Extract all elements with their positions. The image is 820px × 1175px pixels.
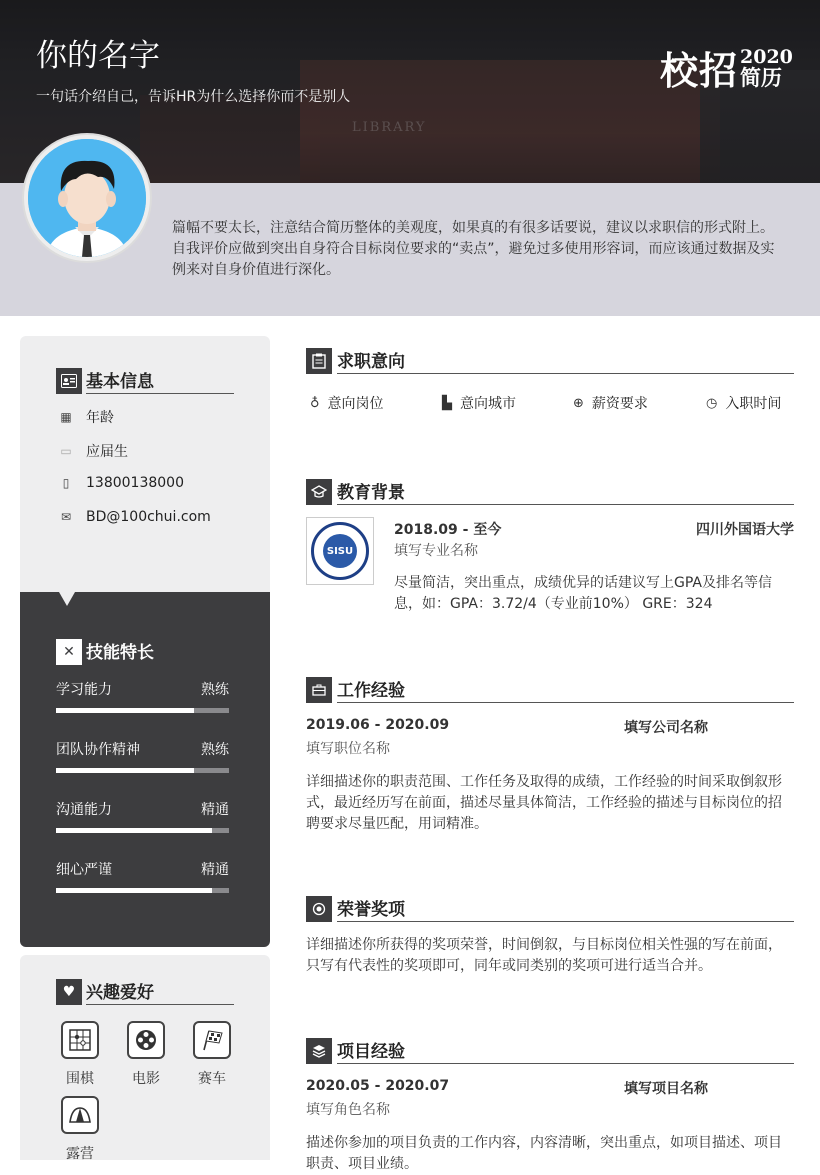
section-title: 项目经验 (337, 1044, 794, 1064)
clipboard-icon (306, 348, 332, 374)
section-title: 兴趣爱好 (86, 985, 234, 1005)
skill-bar (56, 888, 229, 893)
hobby-racing: 赛车 (193, 1021, 231, 1088)
tent-icon (61, 1096, 99, 1134)
briefcase-icon: ▭ (60, 444, 72, 458)
tools-icon: ✕ (56, 639, 82, 665)
racing-flag-icon (193, 1021, 231, 1059)
graduation-cap-icon (306, 479, 332, 505)
hobby-film: 电影 (127, 1021, 165, 1088)
brand-logo (660, 40, 793, 95)
section-title: 求职意向 (337, 354, 794, 374)
section-header-job-intent (306, 348, 794, 374)
phone-icon: ▯ (62, 476, 70, 490)
section-header-hobbies (56, 977, 234, 1005)
skill-bar (56, 708, 229, 713)
skill-item: 学习能力 熟练 (56, 679, 229, 713)
project-period: 2020.05 - 2020.07 (306, 1078, 450, 1094)
education-period: 2018.09 - 至今 (394, 522, 502, 538)
section-header-work (306, 677, 794, 703)
section-title: 基本信息 (86, 374, 234, 394)
building-icon: ▙ (442, 395, 452, 411)
section-header-honors (306, 896, 794, 922)
project-name: 填写项目名称 (624, 1081, 708, 1097)
film-reel-icon (127, 1021, 165, 1059)
position-name: 填写职位名称 (306, 741, 390, 757)
intent-city: ▙ 意向城市 (442, 395, 516, 412)
work-desc: 详细描述你的职责范围、工作任务及取得的成绩，工作经验的时间采取倒叙形式，最近经历写在前面，描述尽量具体简洁，工作经验的描述与目标岗位的招聘要求尽量匹配，用词精准。 (306, 774, 782, 832)
hobby-go: 围棋 (61, 1021, 99, 1088)
university-logo: SISU (306, 517, 374, 585)
avatar-person-icon (28, 139, 146, 257)
project-desc: 描述你参加的项目负责的工作内容，内容清晰，突出重点，如项目描述、项目职责、项目业绩。 (306, 1135, 782, 1172)
hobby-camping: 露营 (61, 1096, 99, 1163)
award-icon (306, 896, 332, 922)
section-title: 工作经验 (337, 683, 794, 703)
info-email[interactable]: ✉ BD@100chui.com (58, 509, 211, 525)
honors-desc: 详细描述你所获得的奖项荣誉，时间倒叙，与目标岗位相关性强的写在前面，只写有代表性的奖项即可，同年或同类别的奖项可进行适当合并。 (306, 937, 782, 974)
brand-main: 校招 (660, 48, 739, 93)
section-header-project (306, 1038, 794, 1064)
layers-icon (306, 1038, 332, 1064)
brand-sub: 简历 (740, 64, 783, 90)
info-age: ▦ 年龄 (58, 407, 114, 427)
id-card-icon (56, 368, 82, 394)
school-name: 四川外国语大学 (696, 522, 794, 538)
role-name: 填写角色名称 (306, 1102, 390, 1118)
mail-icon: ✉ (60, 510, 72, 524)
section-title: 荣誉奖项 (337, 902, 794, 922)
calendar-icon: ▦ (60, 410, 72, 424)
clock-icon: ◷ (706, 395, 718, 411)
skill-bar (56, 828, 229, 833)
section-title: 教育背景 (337, 485, 794, 505)
yen-icon: ⊕ (573, 395, 584, 411)
intent-position: ♁ 意向岗位 (310, 395, 384, 412)
section-header-skills (56, 637, 234, 665)
intent-start-date: ◷ 入职时间 (706, 395, 782, 412)
briefcase-icon (306, 677, 332, 703)
self-intro: 篇幅不要太长，注意结合简历整体的美观度，如果真的有很多话要说，建议以求职信的形式附上。自我评价应做到突出自身符合目标岗位要求的“卖点”，避免过多使用形容词，而应该通过数据及实例来对自身价值进行深化。 (172, 220, 775, 278)
medal-icon: ♁ (310, 395, 320, 411)
library-sign: LIBRARY (352, 120, 427, 135)
skill-item: 沟通能力 精通 (56, 799, 229, 833)
tagline: 一句话介绍自己，告诉HR为什么选择你而不是别人 (36, 89, 351, 105)
section-header-education (306, 479, 794, 505)
section-header-basic-info (56, 366, 234, 394)
info-phone: ▯ 13800138000 (58, 475, 184, 491)
major-name: 填写专业名称 (394, 543, 478, 559)
avatar (22, 133, 152, 263)
skill-item: 团队协作精神 熟练 (56, 739, 229, 773)
company-name: 填写公司名称 (624, 720, 708, 736)
heart-icon: ♥ (56, 979, 82, 1005)
skill-item: 细心严谨 精通 (56, 859, 229, 893)
brand-year: 2020 (740, 45, 793, 68)
section-title: 技能特长 (86, 643, 154, 663)
info-status: ▭ 应届生 (58, 441, 128, 461)
go-board-icon (61, 1021, 99, 1059)
education-desc: 尽量简洁，突出重点，成绩优异的话建议写上GPA及排名等信息，如：GPA：3.72/4（专业前10%） GRE：324 (394, 575, 772, 612)
intent-salary: ⊕ 薪资要求 (573, 395, 648, 412)
work-period: 2019.06 - 2020.09 (306, 717, 450, 733)
candidate-name: 你的名字 (36, 38, 160, 74)
skill-bar (56, 768, 229, 773)
